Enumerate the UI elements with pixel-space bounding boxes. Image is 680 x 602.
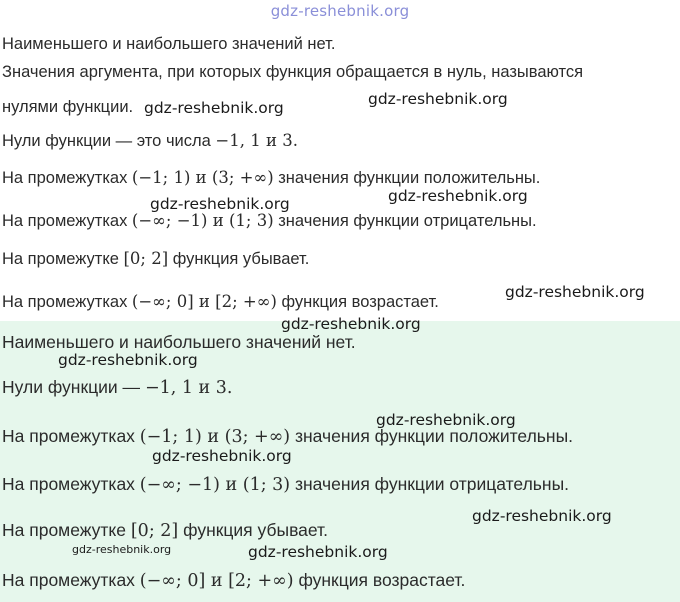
increasing-intervals: (−∞; 0] и [2; +∞) <box>131 292 277 311</box>
watermark: gdz-reshebnik.org <box>72 543 172 556</box>
answer-line-positive <box>2 426 573 447</box>
watermark: gdz-reshebnik.org <box>388 187 528 205</box>
answer-increasing-intervals: (−∞; 0] и [2; +∞) <box>139 571 294 591</box>
text-line-zeros-definition: Значения аргумента, при которых функция обращается в нуль, называются <box>2 63 584 81</box>
answer-decreasing-suffix: функция убывает. <box>178 520 328 540</box>
answer-positive-suffix: значения функции положительны. <box>290 426 574 446</box>
answer-increasing-prefix: На промежутках <box>2 570 140 590</box>
answer-line-negative <box>2 474 569 495</box>
answer-zeros-values: −1, 1 и 3. <box>144 378 233 398</box>
answer-positive-intervals: (−1; 1) и (3; +∞) <box>139 427 291 447</box>
answer-positive-prefix: На промежутках <box>2 426 140 446</box>
negative-prefix: На промежутках <box>2 212 132 230</box>
text-line-decreasing <box>2 249 309 269</box>
decreasing-prefix: На промежутке <box>2 250 124 268</box>
negative-suffix: значения функции отрицательны. <box>273 212 537 230</box>
watermark: gdz-reshebnik.org <box>376 411 516 429</box>
answer-line-zeros <box>2 377 232 398</box>
answer-decreasing-interval: [0; 2] <box>130 521 179 541</box>
watermark: gdz-reshebnik.org <box>368 90 508 108</box>
watermark: gdz-reshebnik.org <box>144 99 284 117</box>
text-line-zeros-term: нулями функции. <box>2 98 134 116</box>
increasing-suffix: функция возрастает. <box>276 293 439 311</box>
increasing-prefix: На промежутках <box>2 293 132 311</box>
watermark: gdz-reshebnik.org <box>58 351 198 369</box>
answer-zeros-label: Нули функции — <box>2 377 145 397</box>
text-line-positive <box>2 168 540 188</box>
positive-prefix: На промежутках <box>2 169 132 187</box>
decreasing-interval: [0; 2] <box>123 249 169 268</box>
answer-line-decreasing <box>2 520 328 541</box>
site-watermark: gdz-reshebnik.org <box>270 2 410 20</box>
answer-negative-prefix: На промежутках <box>2 474 140 494</box>
answer-negative-intervals: (−∞; −1) и (1; 3) <box>139 475 291 495</box>
watermark: gdz-reshebnik.org <box>152 447 292 465</box>
watermark: gdz-reshebnik.org <box>248 543 388 561</box>
answer-decreasing-prefix: На промежутке <box>2 520 131 540</box>
watermark: gdz-reshebnik.org <box>281 315 421 333</box>
text-line-extremes: Наименьшего и наибольшего значений нет. <box>2 35 336 53</box>
answer-increasing-suffix: функция возрастает. <box>293 570 466 590</box>
text-line-zeros <box>2 131 298 151</box>
positive-intervals: (−1; 1) и (3; +∞) <box>131 168 274 187</box>
watermark: gdz-reshebnik.org <box>472 507 612 525</box>
zeros-label: Нули функции — это числа <box>2 132 216 150</box>
zeros-values: −1, 1 и 3. <box>215 131 298 150</box>
negative-intervals: (−∞; −1) и (1; 3) <box>131 211 274 230</box>
decreasing-suffix: функция убывает. <box>168 250 310 268</box>
answer-negative-suffix: значения функции отрицательны. <box>290 474 570 494</box>
answer-line-extremes: Наименьшего и наибольшего значений нет. <box>2 332 356 352</box>
text-line-negative <box>2 211 537 231</box>
text-line-increasing <box>2 292 439 312</box>
answer-line-increasing <box>2 570 465 591</box>
positive-suffix: значения функции положительны. <box>273 169 541 187</box>
watermark: gdz-reshebnik.org <box>505 283 645 301</box>
watermark: gdz-reshebnik.org <box>150 195 290 213</box>
